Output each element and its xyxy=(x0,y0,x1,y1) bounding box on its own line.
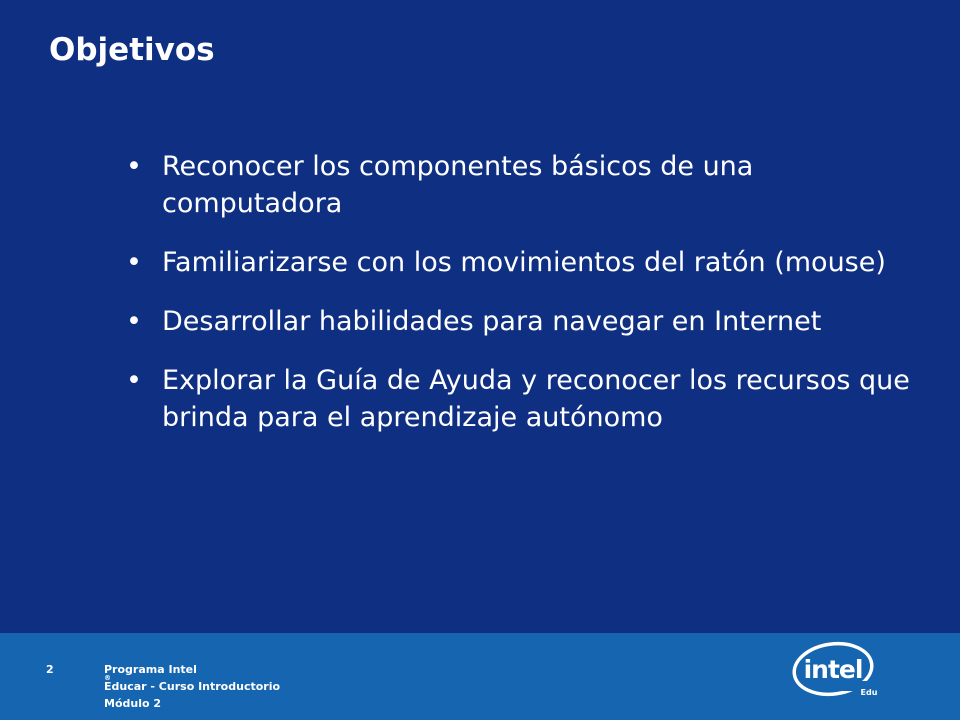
footer-band xyxy=(0,633,960,720)
objective-text: Explorar la Guía de Ayuda y reconocer los recursos que brinda para el aprendizaje autónomo xyxy=(162,365,910,433)
module-label: Módulo 2 xyxy=(104,697,162,710)
bullet-icon: • xyxy=(126,306,142,337)
logo-subtext: Edu xyxy=(860,688,878,697)
objective-item xyxy=(126,148,916,222)
bullet-icon: • xyxy=(126,365,142,396)
objective-text: Familiarizarse con los movimientos del ratón (mouse) xyxy=(162,247,886,278)
program-name: Programa Intel ® Educar - Curso Introductorio xyxy=(104,663,281,693)
footer-caption xyxy=(104,661,280,712)
bullet-icon: • xyxy=(126,247,142,278)
objectives-list xyxy=(126,148,916,458)
objective-item xyxy=(126,244,916,281)
bullet-icon: • xyxy=(126,151,142,182)
objective-text: Desarrollar habilidades para navegar en Internet xyxy=(162,306,822,337)
objective-text: Reconocer los componentes básicos de una computadora xyxy=(162,151,754,219)
intel-logo xyxy=(787,635,887,705)
logo-wordmark: intel xyxy=(803,655,863,684)
objective-item xyxy=(126,362,916,436)
objective-item xyxy=(126,303,916,340)
slide-title: Objetivos xyxy=(49,32,215,68)
page-number: 2 xyxy=(46,663,54,676)
